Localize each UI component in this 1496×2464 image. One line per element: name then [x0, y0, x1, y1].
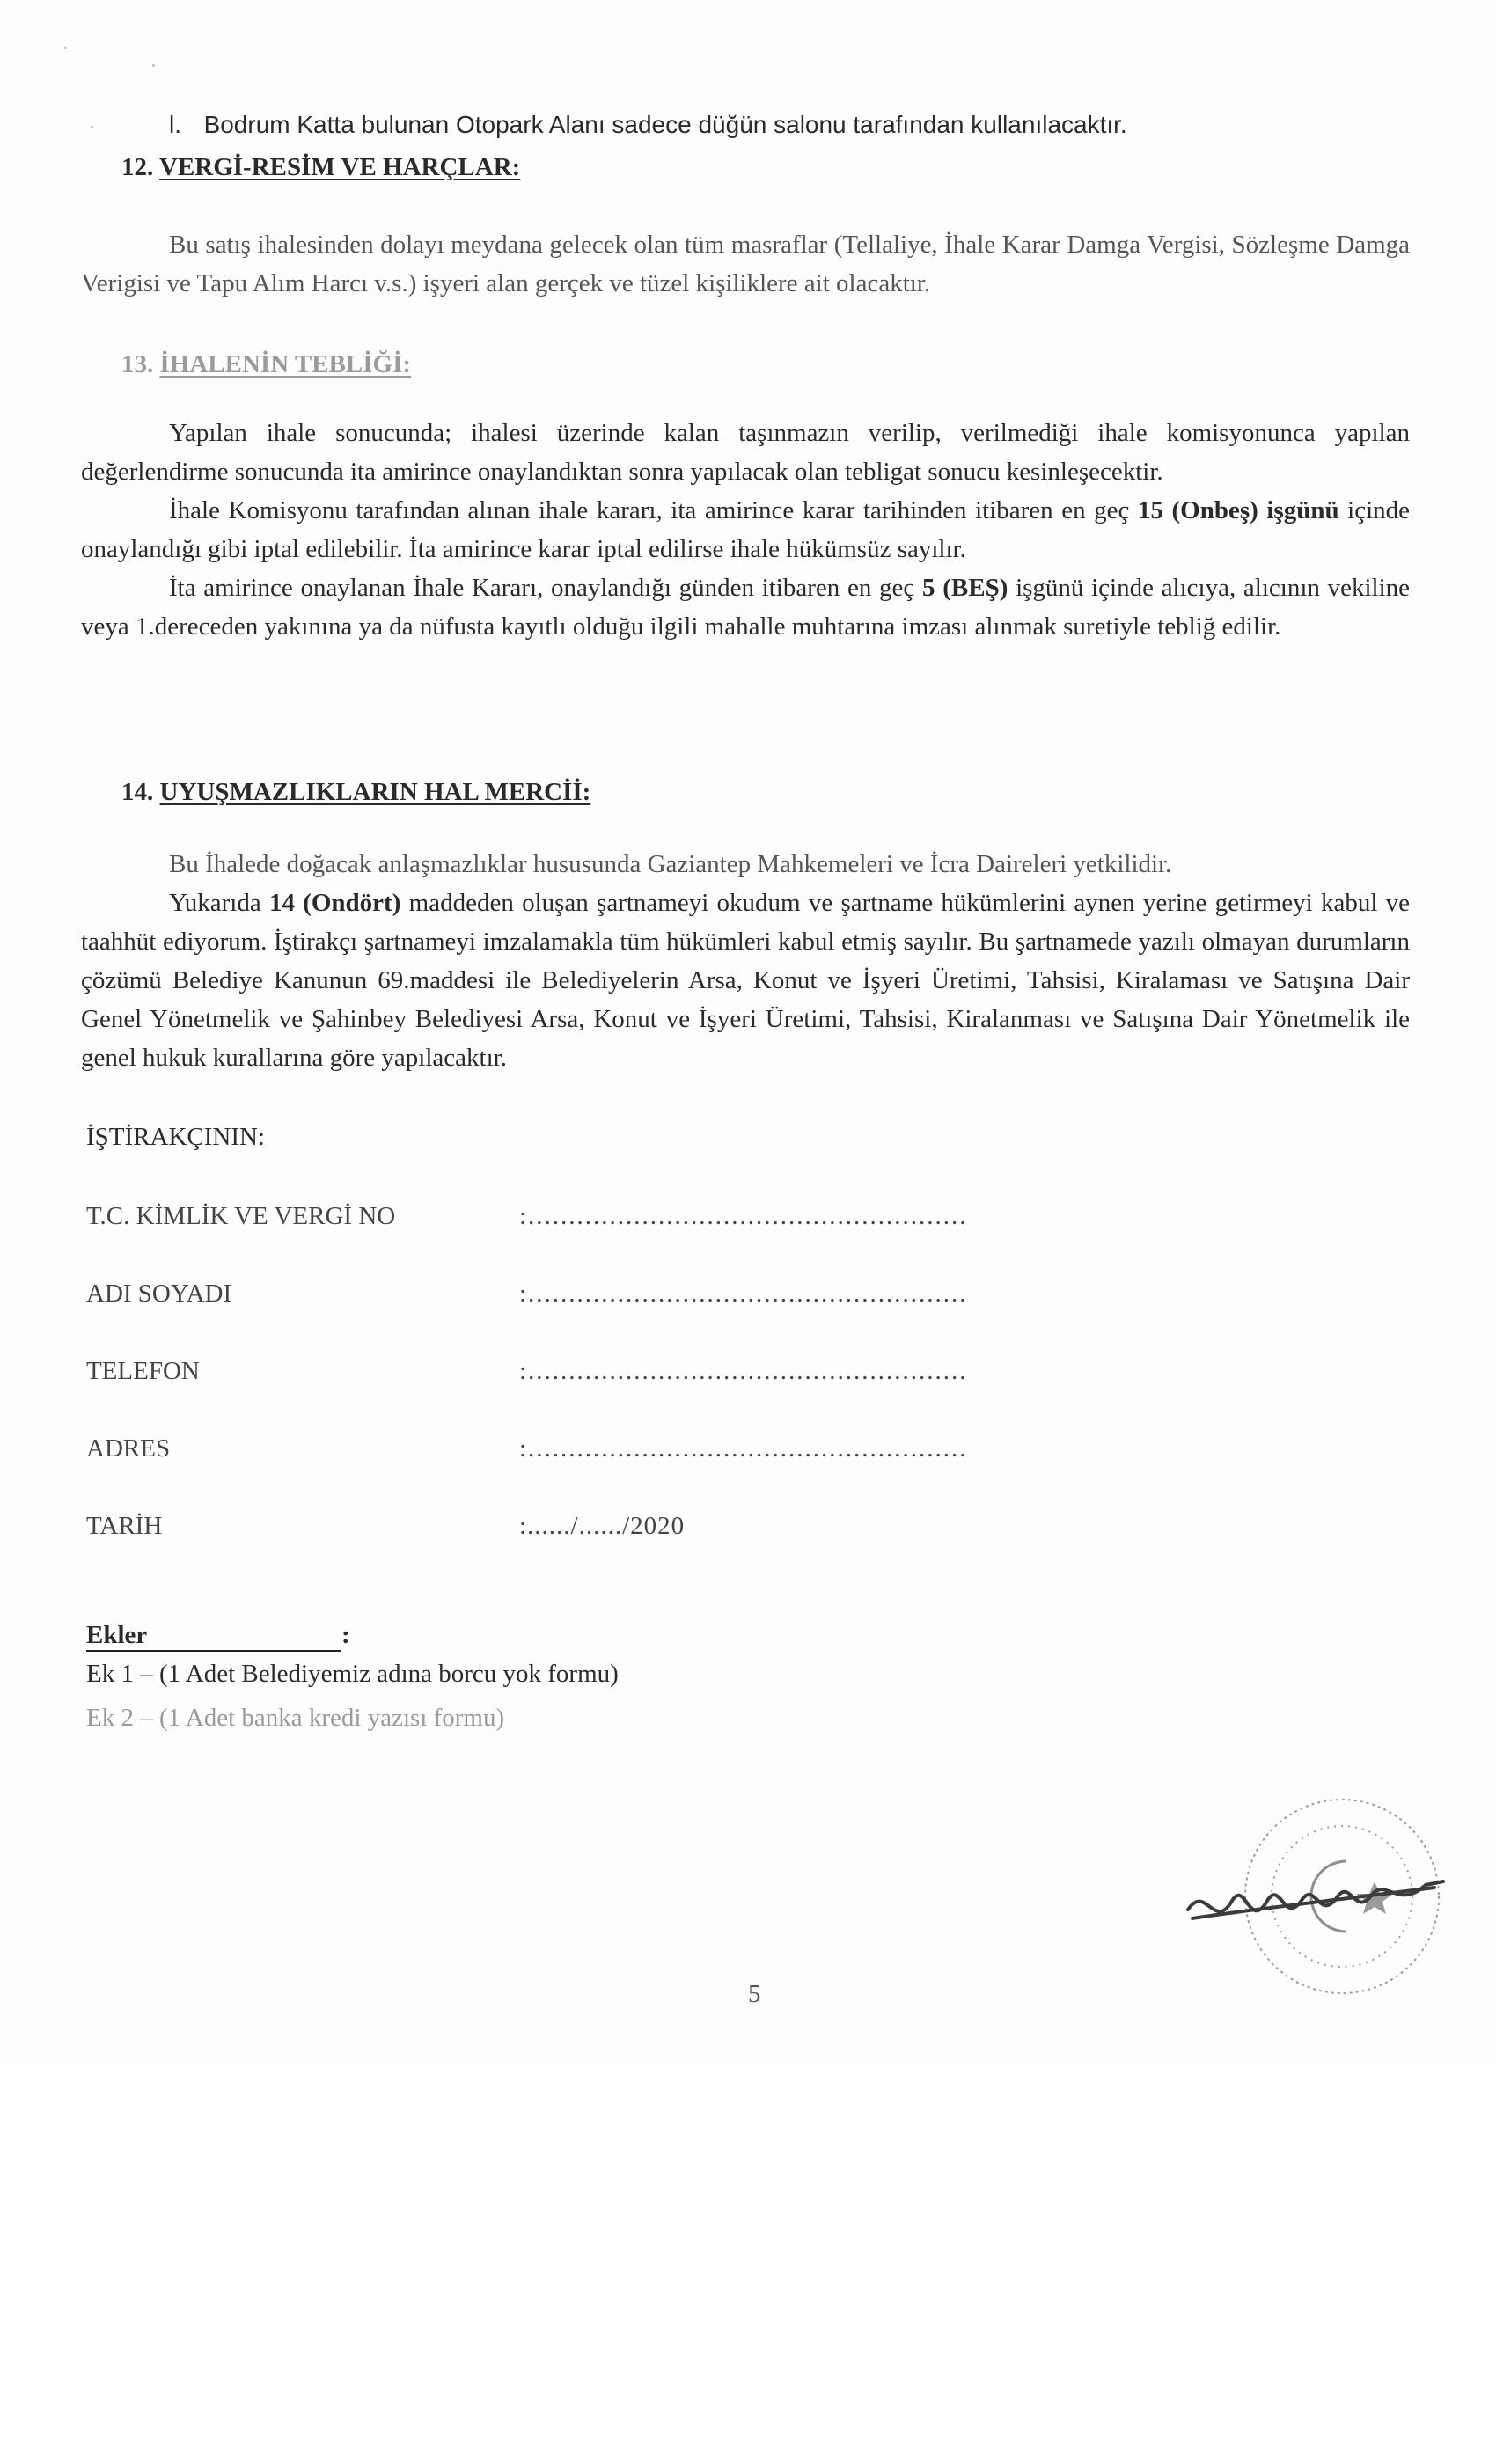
- page-number: 5: [748, 1980, 761, 2008]
- field-value-name: :......................................................: [519, 1280, 968, 1308]
- section-14-body: [81, 845, 1410, 1077]
- field-label-date: TARİH: [86, 1512, 163, 1540]
- section-13-p2-c: içinde onaylandığı gibi iptal edilebilir. İta amirince karar iptal edilirse ihale hükümsüz sayılır.: [81, 496, 1411, 563]
- scan-speck: ·: [88, 114, 96, 140]
- section-13-body: [81, 414, 1410, 646]
- section-14-p2-b: 14 (Ondört): [268, 889, 401, 917]
- participant-field-address: [86, 1429, 1054, 1468]
- participant-field-id: [86, 1197, 1054, 1236]
- section-14-paragraph-2: [81, 884, 1410, 1077]
- field-value-id: :......................................................: [519, 1202, 968, 1230]
- section-14-heading: [121, 774, 590, 810]
- section-13-heading: [121, 347, 411, 382]
- participant-heading: İŞTİRAKÇININ:: [86, 1123, 265, 1151]
- section-13-paragraph-1: Yapılan ihale sonucunda; ihalesi üzerinde kalan taşınmazın verilip, verilmediği ihale komisyonunca yapılan değerlendirme sonucunda ita amirince onaylandıktan sonra yapılacak olan tebligat sonucu kesinleşecektir.: [81, 419, 1410, 486]
- section-13-p2-b: 15 (Onbeş) işgünü: [1137, 496, 1339, 524]
- section-13-p3-c: işgünü içinde alıcıya, alıcının vekiline veya 1.dereceden yakınına ya da nüfusta kayıtlı olduğu ilgili mahalle muhtarına imzası alınmak suretiyle tebliğ edilir.: [81, 574, 1411, 641]
- section-12-title: VERGİ-RESİM VE HARÇLAR:: [158, 153, 521, 181]
- section-12-paragraph: Bu satış ihalesinden dolayı meydana gelecek olan tüm masraflar (Tellaliye, İhale Karar Damga Vergisi, Sözleşme Damga Verigisi ve Tapu Alım Harcı v.s.) işyeri alan gerçek ve tüzel kişiliklere ait olacaktır.: [81, 231, 1410, 297]
- section-14-title: UYUŞMAZLIKLARIN HAL MERCİİ:: [159, 778, 591, 806]
- field-label-address: ADRES: [86, 1434, 171, 1463]
- attachments-colon: :: [341, 1621, 350, 1649]
- item-l-text: Bodrum Katta bulunan Otopark Alanı sadece düğün salonu tarafından kullanılacaktır.: [203, 111, 1127, 138]
- field-label-name: ADI SOYADI: [86, 1280, 232, 1308]
- attachment-item-1: Ek 1 – (1 Adet Belediyemiz adına borcu yok formu): [86, 1660, 619, 1688]
- section-13-p2-a: İhale Komisyonu tarafından alınan ihale kararı, ita amirince karar tarihinden itibaren en geç: [169, 496, 1130, 524]
- attachment-item-2: Ek 2 – (1 Adet banka kredi yazısı formu): [86, 1704, 505, 1732]
- section-13-p3-b: 5 (BEŞ): [922, 574, 1008, 602]
- item-l-marker: l.: [169, 111, 181, 138]
- attachments-heading: [86, 1621, 350, 1652]
- section-14-p2-c: maddeden oluşan şartnameyi okudum ve şartname hükümlerini aynen yerine getirmeyi kabul ve taahhüt ediyorum. İştirakçı şartnameyi imzalamakla tüm hükümleri kabul etmiş sayılır. Bu şartnamede yazılı olmayan durumların çözümü Belediye Kanunun 69.maddesi ile Belediyelerin Arsa, Konut ve İşyeri Üretimi, Tahsisi, Kiralaması ve Satışına Dair Genel Yönetmelik ve Şahinbey Belediyesi Arsa, Konut ve İşyeri Üretimi, Tahsisi, Kiralanması ve Satışına Dair Yönetmelik ile genel hukuk kurallarına göre yapılacaktır.: [81, 889, 1411, 1072]
- attachments-title: Ekler: [86, 1621, 148, 1649]
- section-14-paragraph-1: Bu İhalede doğacak anlaşmazlıklar hususunda Gaziantep Mahkemeleri ve İcra Daireleri yetkilidir.: [169, 850, 1172, 878]
- section-13-title: İHALENİN TEBLİĞİ:: [159, 350, 412, 378]
- section-12-number: 12.: [121, 153, 154, 181]
- section-13-paragraph-2: [81, 491, 1410, 568]
- stamp-crescent: [1311, 1861, 1346, 1932]
- official-stamp-signature: [1170, 1778, 1461, 2006]
- field-label-id: T.C. KİMLİK VE VERGİ NO: [86, 1202, 396, 1230]
- attachments-title-underline: [86, 1621, 341, 1652]
- participant-field-name: [86, 1274, 1054, 1313]
- section-12-body: [81, 225, 1410, 303]
- section-14-number: 14.: [121, 778, 154, 806]
- field-value-date: :....../....../2020: [519, 1512, 686, 1540]
- section-13-number: 13.: [121, 350, 154, 378]
- item-l: [169, 107, 1127, 143]
- section-14-p2-a: Yukarıda: [169, 889, 261, 917]
- field-value-phone: :......................................................: [519, 1357, 968, 1385]
- field-value-address: :......................................................: [519, 1434, 968, 1463]
- scan-speck: ·: [62, 35, 70, 61]
- participant-field-phone: [86, 1352, 1054, 1390]
- section-12-heading: [121, 150, 520, 185]
- scan-speck: ·: [150, 53, 158, 78]
- field-label-phone: TELEFON: [86, 1357, 200, 1385]
- participant-field-date: [86, 1507, 1054, 1545]
- section-13-p3-a: İta amirince onaylanan İhale Kararı, onaylandığı günden itibaren en geç: [169, 574, 915, 602]
- section-13-paragraph-3: [81, 568, 1410, 646]
